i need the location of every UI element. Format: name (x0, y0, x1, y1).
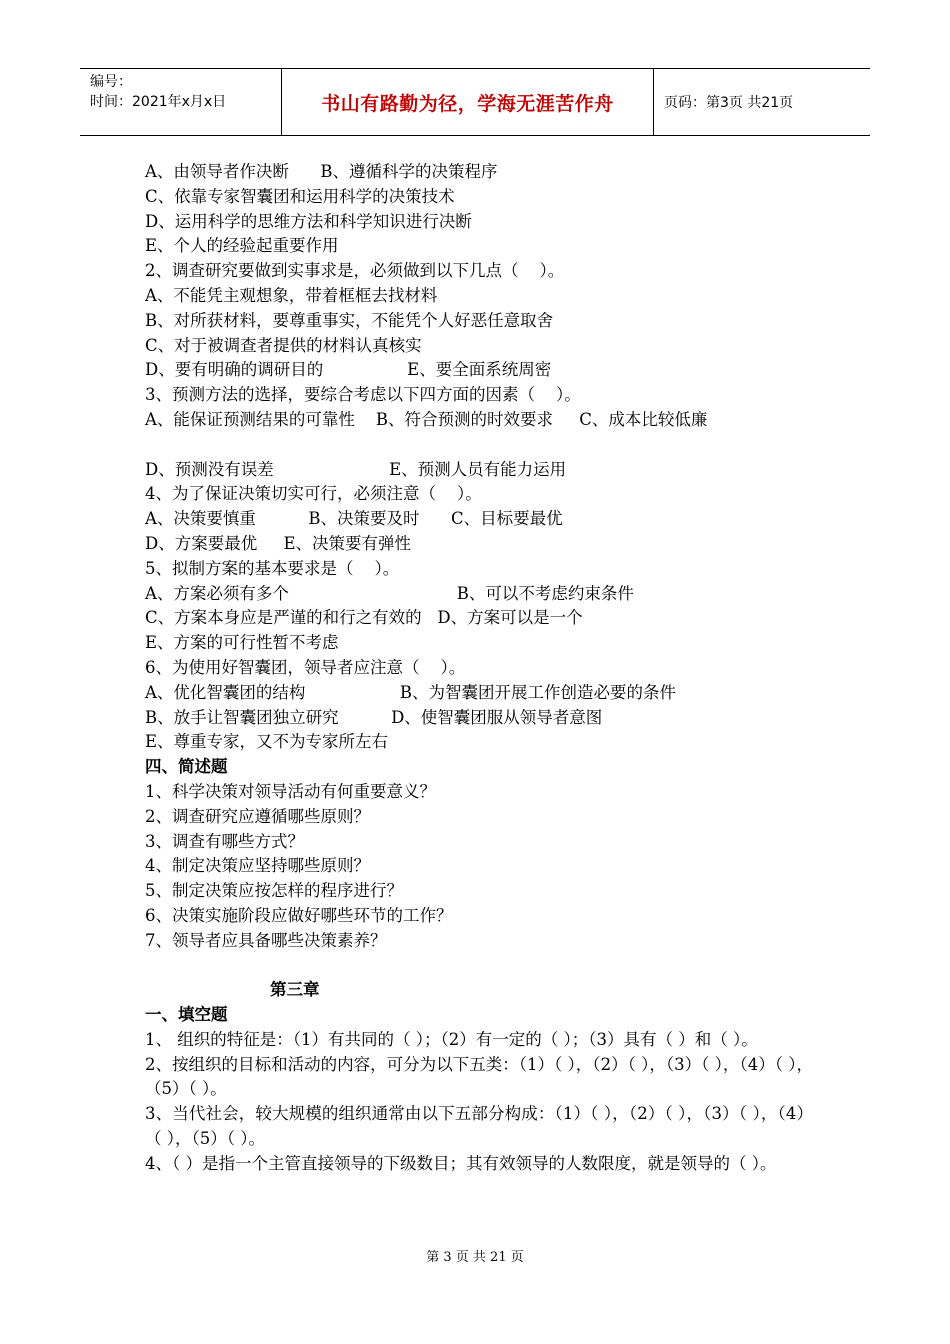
text-line: D、方案要最优 E、决策要有弹性 (145, 533, 411, 553)
question-line: 3、预测方法的选择，要综合考虑以下四方面的因素（ ）。 (145, 385, 581, 405)
essay-question: 3、调查有哪些方式？ (145, 831, 304, 851)
text-line: A、由领导者作决断 B、遵循科学的决策程序 (145, 162, 498, 181)
essay-question: 7、领导者应具备哪些决策素养？ (145, 930, 387, 950)
header-page-info: 页码：第3页 共21页 (664, 95, 794, 111)
section-heading: 一、填空题 (145, 1005, 228, 1025)
essay-question: 2、调查研究应遵循哪些原则？ (145, 806, 370, 826)
header-number: 编号： (90, 74, 132, 90)
text-line: A、能保证预测结果的可靠性 B、符合预测的时效要求 C、成本比较低廉 (145, 409, 708, 429)
question-line: 5、拟制方案的基本要求是（ ）。 (145, 558, 400, 578)
fill-question: 2、按组织的目标和活动的内容，可分为以下五类：（1）（ ），（2）（ ），（3）（ ），（4）（ ），（5）（ ）。 (145, 1054, 813, 1099)
text-line: D、运用科学的思维方法和科学知识进行决断 (145, 211, 472, 231)
text-line: C、对于被调查者提供的材料认真核实 (145, 335, 422, 355)
essay-question: 1、科学决策对领导活动有何重要意义？ (145, 781, 436, 801)
essay-question: 4、制定决策应坚持哪些原则？ (145, 856, 370, 876)
text-line: A、不能凭主观想象，带着框框去找材料 (145, 285, 438, 305)
text-line: B、对所获材料，要尊重事实，不能凭个人好恶任意取舍 (145, 310, 554, 330)
document-body (145, 160, 813, 1177)
fill-question: 3、当代社会，较大规模的组织通常由以下五部分构成：（1）（ ），（2）（ ），（3）（ ），（4）（ ），（5）（ ）。 (145, 1104, 813, 1149)
text-line: D、要有明确的调研目的 E、要全面系统周密 (145, 360, 552, 380)
question-line: 2、调查研究要做到实事求是，必须做到以下几点（ ）。 (145, 261, 565, 281)
fill-question: 1、 组织的特征是：（1）有共同的（ ）；（2）有一定的（ ）；（3）具有（ ）和（ ）。 (145, 1029, 758, 1049)
text-line: D、预测没有误差 E、预测人员有能力运用 (145, 459, 567, 479)
text-line: A、优化智囊团的结构 B、为智囊团开展工作创造必要的条件 (145, 682, 676, 702)
text-line: E、个人的经验起重要作用 (145, 236, 339, 256)
text-line: E、方案的可行性暂不考虑 (145, 633, 339, 653)
text-line: C、方案本身应是严谨的和行之有效的 D、方案可以是一个 (145, 608, 583, 628)
page-footer: 第 3 页 共 21 页 (426, 1250, 524, 1265)
fill-question: 4、（ ）是指一个主管直接领导的下级数目；其有效领导的人数限度，就是领导的（ ）。 (145, 1153, 777, 1173)
spacer (145, 954, 813, 979)
question-line: 4、为了保证决策切实可行，必须注意（ ）。 (145, 484, 482, 504)
question-line: 6、为使用好智囊团，领导者应注意（ ）。 (145, 657, 466, 677)
text-line: A、决策要慎重 B、决策要及时 C、目标要最优 (145, 509, 563, 529)
section-heading: 四、简述题 (145, 757, 228, 777)
essay-question: 5、制定决策应按怎样的程序进行？ (145, 881, 403, 901)
text-line: A、方案必须有多个 B、可以不考虑约束条件 (145, 583, 634, 603)
essay-question: 6、决策实施阶段应做好哪些环节的工作？ (145, 905, 453, 925)
empty-line (145, 433, 813, 458)
header-motto: 书山有路勤为径，学海无涯苦作舟 (282, 69, 654, 135)
header-meta (80, 69, 282, 135)
page-header (80, 68, 870, 136)
text-line: C、依靠专家智囊团和运用科学的决策技术 (145, 186, 455, 206)
header-date: 时间：2021年x月x日 (90, 94, 227, 110)
chapter-title: 第三章 (270, 980, 320, 1000)
text-line: E、尊重专家，又不为专家所左右 (145, 732, 389, 752)
text-line: B、放手让智囊团独立研究 D、使智囊团服从领导者意图 (145, 707, 603, 727)
